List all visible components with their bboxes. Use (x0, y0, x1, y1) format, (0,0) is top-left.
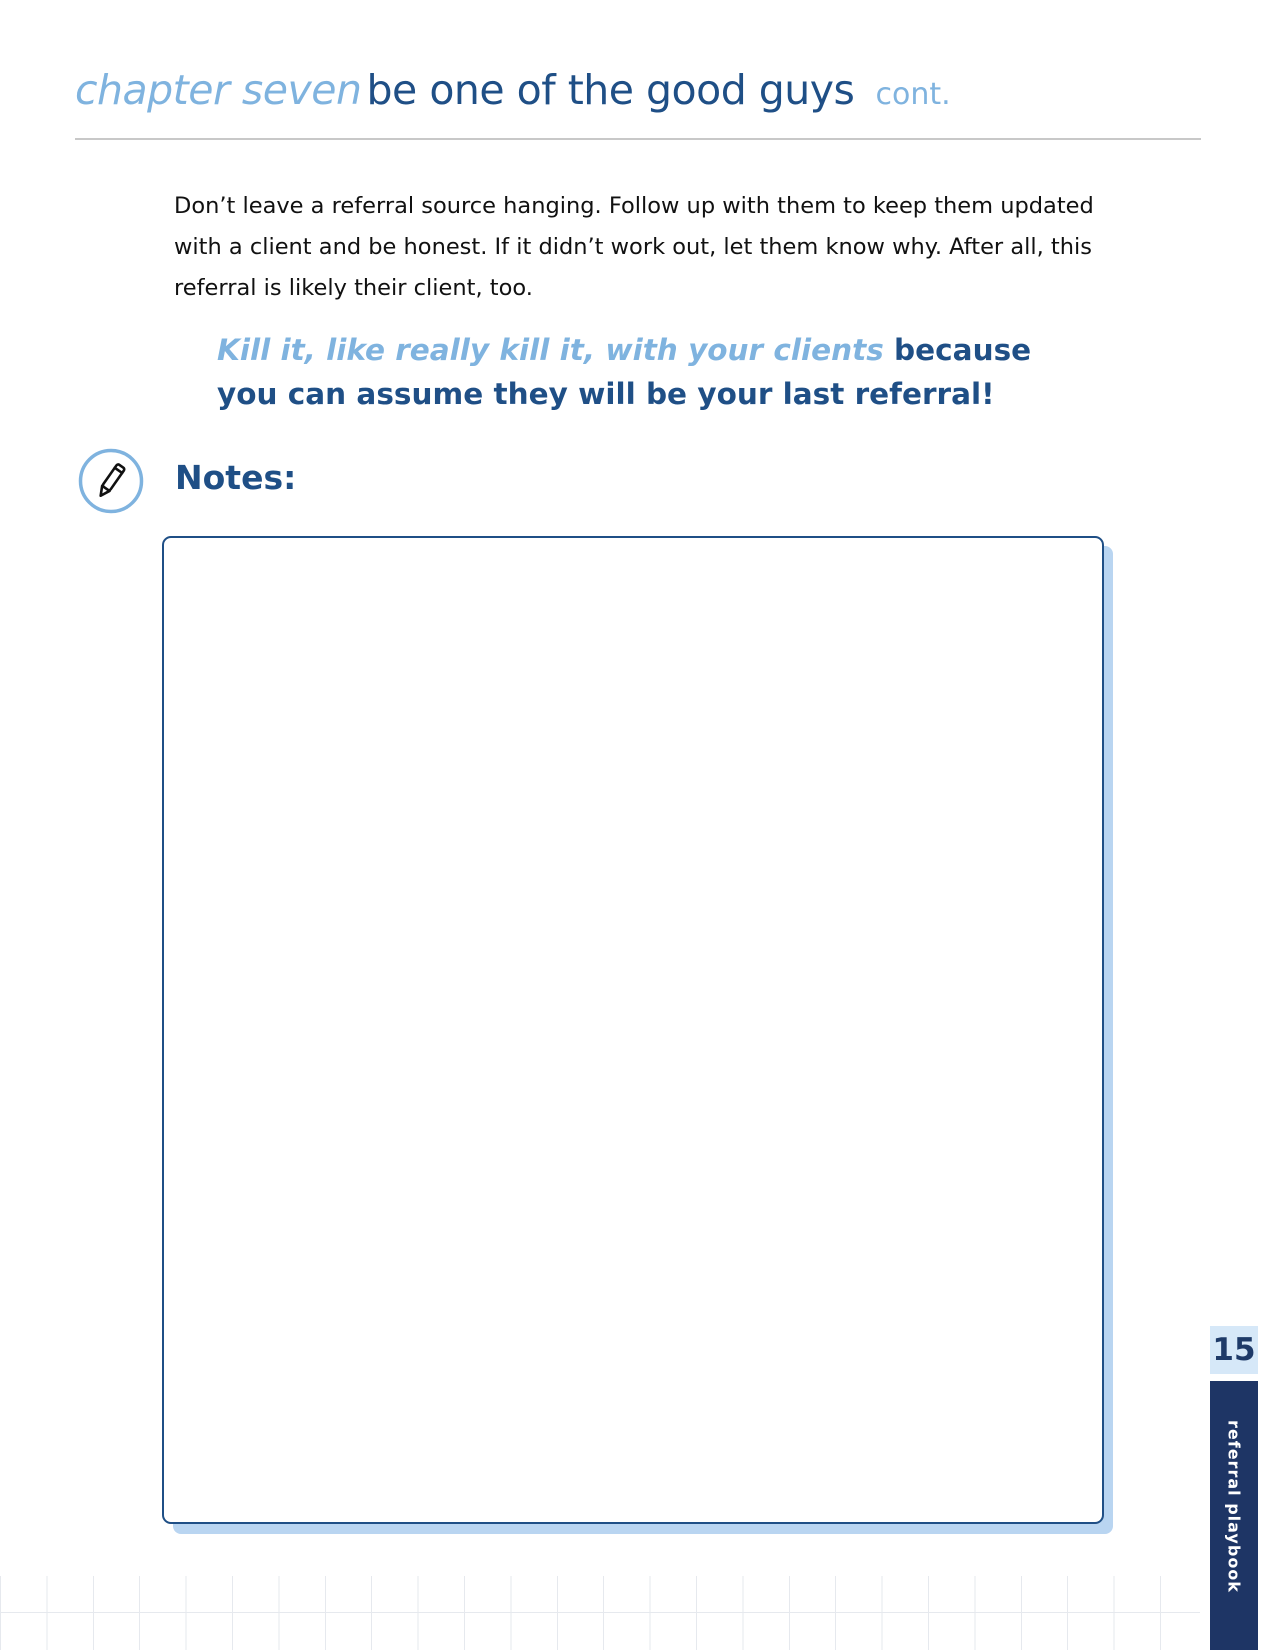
notes-box[interactable] (162, 536, 1104, 1524)
chapter-title: be one of the good guys (366, 66, 855, 114)
body-paragraph: Don’t leave a referral source hanging. Follow up with them to keep them updated with a client and be honest. If it didn’t work out, let them know why. After all, this referral is likely their client, too. (174, 193, 1094, 301)
grid-pattern (0, 1576, 1200, 1650)
pull-quote-rest: because you can assume they will be your last referral! (217, 333, 1032, 411)
continued-label: cont. (875, 77, 951, 112)
pull-quote (217, 328, 1097, 416)
notes-label: Notes: (175, 458, 297, 497)
page-header (75, 66, 951, 114)
pull-quote-highlight: Kill it, like really kill it, with your clients (217, 333, 884, 367)
chapter-label: chapter seven (75, 66, 362, 114)
page-number: 15 (1210, 1326, 1258, 1374)
pencil-icon (78, 448, 144, 514)
side-tab-label: referral playbook (1224, 1420, 1244, 1593)
header-divider (75, 138, 1201, 140)
